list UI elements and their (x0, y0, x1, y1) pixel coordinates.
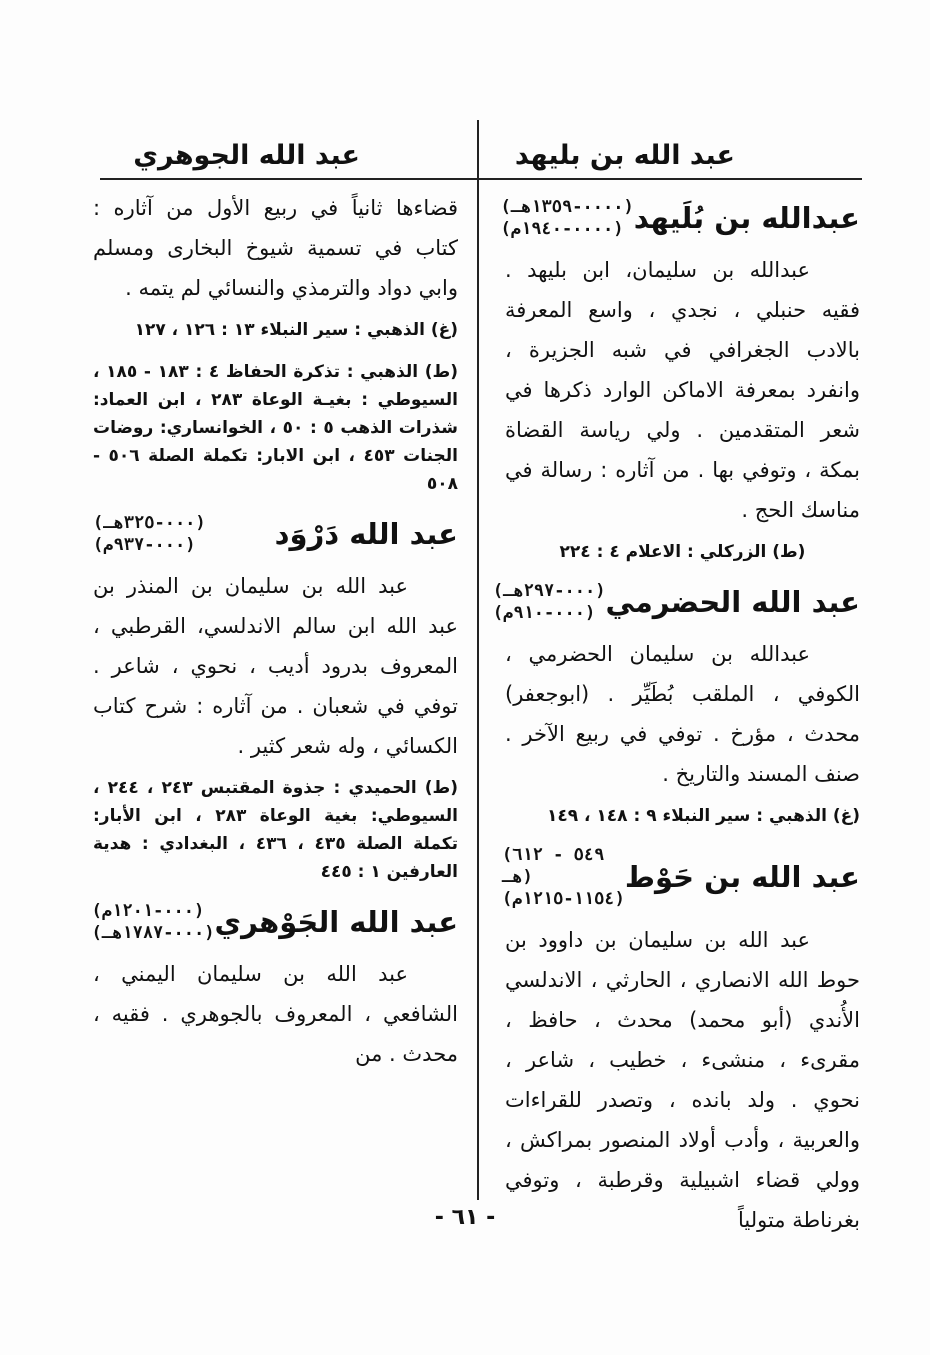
hijri-dates: (٠٠٠-١٧٨٧هـ) (91, 923, 215, 943)
entry-text: عبدالله بن سليمان الحضرمي ، الكوفي ، الملقب بُطَيِّر . (ابوجعفر) محدث ، مؤرخ . توفي في ربيع الآخر . صنف المسند والتاريخ . (505, 642, 860, 786)
hijri-dates: (٠٠٠-٣٢٥هـ) (93, 513, 206, 533)
entry-dates (501, 196, 634, 240)
entry-heading (492, 580, 860, 624)
gregorian-dates: (١١٥٤-١٢١٥م) (501, 889, 625, 909)
running-head-right: عبد الله بن بليهد (514, 140, 735, 171)
entry-name: عبدالله بن بُلَيهد (633, 201, 860, 235)
hijri-dates: (٥٤٩ - ٦١٢ هـ) (501, 845, 605, 887)
header-rule (100, 178, 862, 180)
gregorian-dates: (٠٠٠-٩٣٧م) (93, 535, 196, 555)
entry-reference: (غ) الذهبي : سير النبلاء ٩ : ١٤٨ ، ١٤٩ (546, 806, 860, 826)
entry-name: عبد الله بن حَوْط (624, 860, 860, 894)
entry-text: عبدالله بن سليمان، ابن بليهد . فقيه حنبلي ، نجدي ، واسع المعرفة بالادب الجغرافي في شبه الجزيرة ، وانفرد بمعرفة الاماكن الوارد ذكرها في شعر المتقدمين . ولي رياسة القضاة بمكة ، وتوفي بها . من آثاره : رسالة في مناسك الحج . (505, 258, 860, 522)
entry-text: عبد الله بن سليمان بن المنذر بن عبد الله ابن سالم الاندلسي، القرطبي ، المعروف بدرود أديب ، نحوي ، شاعر . توفي في شعبان . من آثاره : شرح كتاب الكسائي ، وله شعر كثير . (93, 574, 458, 758)
gregorian-dates: (٠٠٠٠-١٩٤٠م) (500, 219, 624, 239)
page-number: - ٦١ - (434, 1205, 496, 1230)
entry-heading (500, 196, 860, 240)
gregorian-dates: (٠٠٠-٩١٠م) (492, 603, 596, 623)
entry-heading (93, 900, 458, 944)
continued-text: قضاءها ثانياً في ربيع الأول من آثاره : كتاب في تسمية شيوخ البخارى ومسلم وابي دواد والترمذي والنسائي لم يتمه . (93, 196, 458, 300)
right-column (492, 188, 860, 1240)
entry-dates (92, 900, 215, 944)
entry-heading (93, 512, 458, 556)
hijri-dates: (٠٠٠٠-١٣٥٩هـ) (500, 197, 634, 217)
entry-name: عبد الله الجَوْهري (214, 905, 458, 939)
entry-reference: (غ) الذهبي : سير النبلاء ١٣ : ١٢٦ ، ١٢٧ (134, 320, 458, 340)
entry-text: عبد الله بن سليمان اليمني ، الشافعي ، المعروف بالجوهري . فقيه ، محدث . من (93, 962, 458, 1066)
entry-dates (502, 844, 625, 910)
gregorian-dates: (٠٠٠-١٢٠١م) (91, 901, 205, 921)
entry-dates (493, 580, 606, 624)
entry-dates (93, 512, 206, 556)
entry-reference: (ط) الذهبي : تذكرة الحفاظ ٤ : ١٨٣ - ١٨٥ ، السيوطي : بغيـة الوعاة ٢٨٣ ، ابن العماد: شذرات الذهب ٥ : ٥٠ ، الخوانساري: روضات الجنات ٤٥٣ ، ابن الابار: تكملة الصلة ٥٠٦ - ٥٠٨ (93, 362, 459, 494)
running-head-left: عبد الله الجوهري (133, 140, 360, 171)
entry-name: عبد الله دَرْوَد (274, 517, 458, 551)
entry-reference: (ط) الحميدي : جذوة المقتبس ٢٤٣ ، ٢٤٤ ، السيوطي: بغية الوعاة ٢٨٣ ، ابن الأبار: تكملة الصلة ٤٣٥ ، ٤٣٦ ، البغدادي : هدية العارفين ١ : ٤٤٥ (93, 778, 458, 882)
entry-text: عبد الله بن سليمان بن داوود بن حوط الله الانصاري ، الحارثي ، الاندلسي الأُندي (أبو محمد) محدث ، حافظ ، مقرىء ، منشىء ، خطيب ، شاعر ، نحوي . ولد بانده ، وتصدر للقراءات والعربية ، وأدب أولاد المنصور بمراكش ، وولي قضاء اشبيلية وقرطبة ، وتوفي بغرناطة متولياً (505, 928, 860, 1232)
column-divider (477, 120, 479, 1200)
entry-reference: (ط) الزركلي : الاعلام ٤ : ٢٢٤ (559, 542, 806, 562)
entry-name: عبد الله الحضرمي (605, 585, 860, 619)
hijri-dates: (٠٠٠-٢٩٧هـ) (492, 581, 606, 601)
left-column (93, 188, 458, 1074)
entry-heading (501, 844, 860, 910)
